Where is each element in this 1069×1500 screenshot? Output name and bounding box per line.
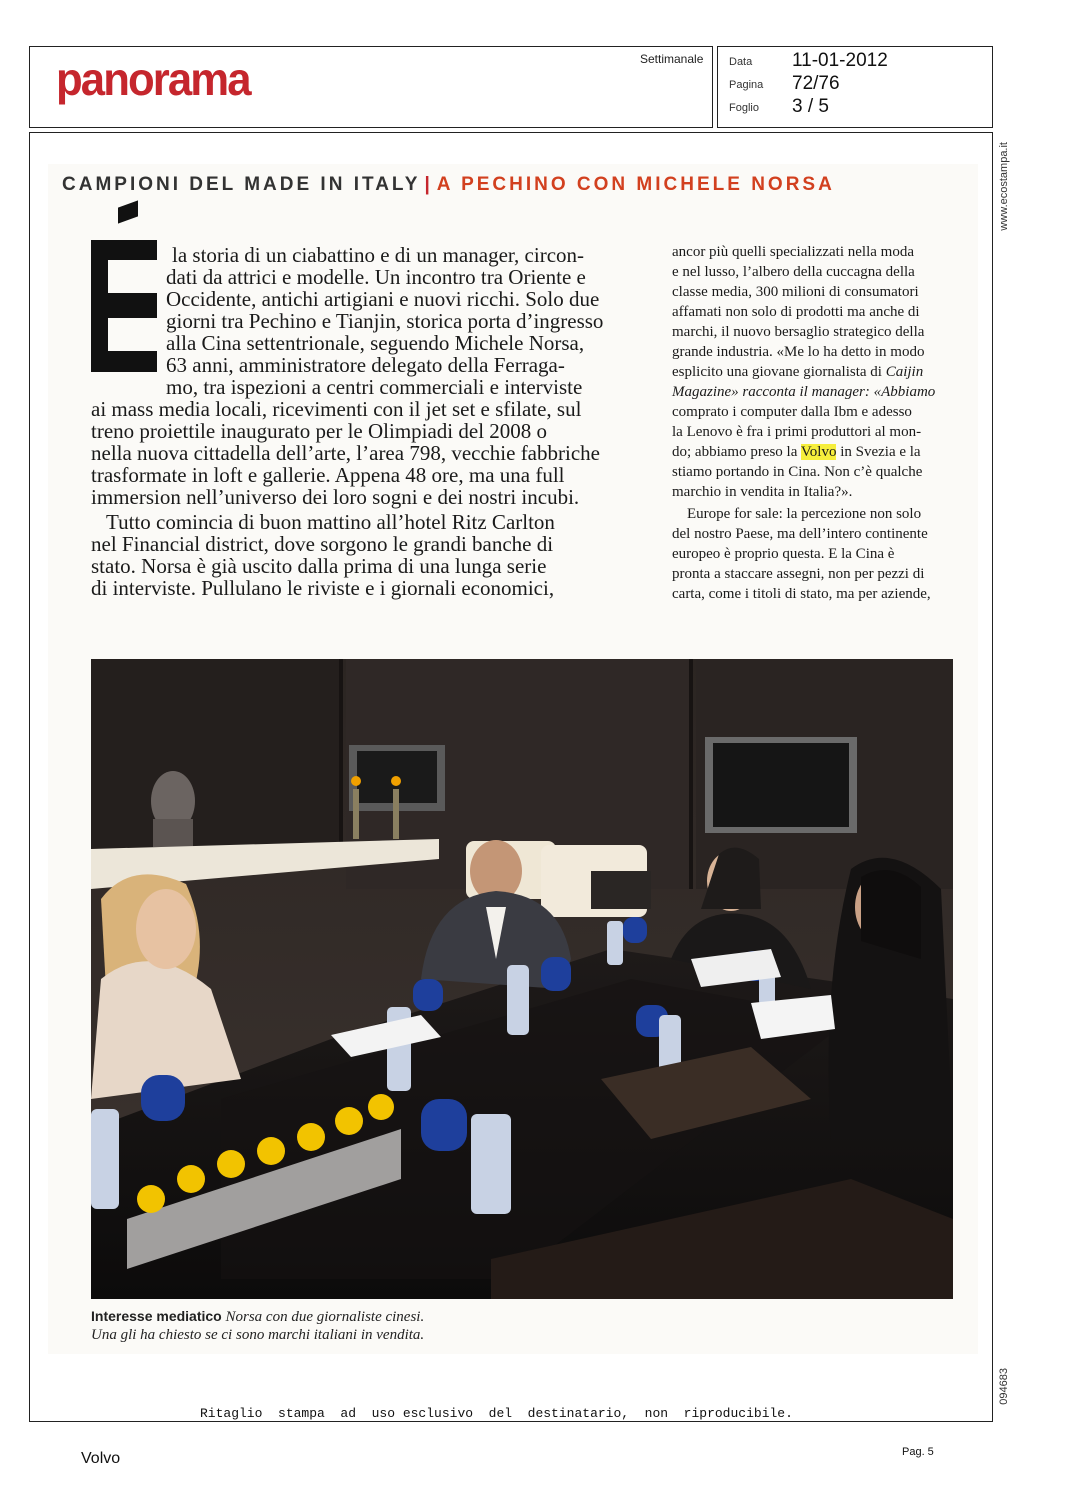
kicker-section: CAMPIONI DEL MADE IN ITALY: [62, 174, 421, 195]
body-line: marchi, il nuovo bersaglio strategico della: [672, 324, 925, 340]
body-line: giorni tra Pechino e Tianjin, storica porta d’ingresso: [166, 309, 604, 333]
photo-caption-line2: Una gli ha chiesto se ci sono marchi italiani in vendita.: [91, 1327, 425, 1343]
meeting-photo: [91, 659, 953, 1299]
body-line: nel Financial district, dove sorgono le grandi banche di: [91, 532, 554, 556]
meta-value-date: 11-01-2012: [792, 50, 888, 71]
body-line: dati da attrici e modelle. Un incontro tra Oriente e: [166, 265, 586, 289]
body-line: stiamo portando in Cina. Non c’è qualche: [672, 464, 923, 480]
body-text: in Svezia e la: [840, 444, 921, 460]
keyword-label: Volvo: [81, 1450, 121, 1467]
body-line: Tutto comincia di buon mattino all’hotel Ritz Carlton: [106, 510, 555, 534]
publication-logo: panorama: [56, 53, 250, 105]
periodicity-label: Settimanale: [640, 52, 704, 66]
body-line: europeo è proprio questa. E la Cina è: [672, 546, 895, 562]
side-code-label: 094683: [998, 1368, 1010, 1405]
kicker-separator: |: [424, 174, 433, 195]
body-line: [672, 445, 921, 460]
meta-label-sheet: Foglio: [729, 102, 759, 114]
body-line: mo, tra ispezioni a centri commerciali e interviste: [166, 375, 583, 399]
body-line: pronta a staccare assegni, non per pezzi di: [672, 566, 925, 582]
body-line: carta, come i titoli di stato, ma per aziende,: [672, 586, 931, 602]
body-line: stato. Norsa è già uscito dalla prima di una lunga serie: [91, 554, 547, 578]
body-line: nella nuova cittadella dell’arte, l’area 798, vecchie fabbriche: [91, 441, 600, 465]
drop-cap-letter: [91, 240, 157, 372]
body-line: comprato i computer dalla Ibm e adesso: [672, 404, 912, 420]
body-line: affamati non solo di prodotti ma anche di: [672, 304, 920, 320]
reproduction-notice: Ritaglio stampa ad uso esclusivo del destinatario, non riproducibile.: [200, 1406, 793, 1421]
body-line: ai mass media locali, ricevimenti con il jet set e sfilate, sul: [91, 397, 582, 421]
body-line: la Lenovo è fra i primi produttori al mon-: [672, 424, 922, 440]
keyword-highlight: Volvo: [800, 444, 837, 460]
article-kicker: [62, 174, 835, 196]
body-line: [672, 365, 923, 380]
body-line: alla Cina settentrionale, seguendo Michele Norsa,: [166, 331, 585, 355]
body-line: Occidente, antichi artigiani e nuovi ricchi. Solo due: [166, 287, 600, 311]
body-line: trasformate in loft e gallerie. Appena 48 ore, ma una full: [91, 463, 565, 487]
meta-label-date: Data: [729, 56, 753, 68]
body-line: di interviste. Pullulano le riviste e i giornali economici,: [91, 576, 555, 600]
meta-value-page: 72/76: [792, 73, 840, 94]
body-line: e nel lusso, l’albero della cuccagna della: [672, 264, 915, 280]
meta-value-sheet: 3 / 5: [792, 96, 829, 117]
body-line: marchio in vendita in Italia?».: [672, 484, 853, 500]
body-line: Europe for sale: la percezione non solo: [687, 506, 922, 522]
body-line: la storia di un ciabattino e di un manager, circon-: [172, 243, 585, 267]
magazine-name-cont: Magazine» racconta il manager: «Abbiamo: [672, 384, 936, 400]
body-line: treno proiettile inaugurato per le Olimpiadi del 2008 o: [91, 419, 548, 443]
body-text: do; abbiamo preso la: [672, 444, 798, 460]
magazine-name: Caijin: [885, 364, 924, 380]
body-text: esplicito una giovane giornalista di: [672, 364, 882, 380]
meta-label-page: Pagina: [729, 79, 764, 91]
side-url-label: www.ecostampa.it: [998, 142, 1010, 231]
body-line: del nostro Paese, ma dell’intero continente: [672, 526, 928, 542]
body-line: ancor più quelli specializzati nella moda: [672, 244, 914, 260]
page-number: Pag. 5: [902, 1446, 934, 1458]
caption-title: Interesse mediatico: [91, 1308, 222, 1324]
photo-caption-line1: [91, 1308, 424, 1326]
side-url-text: [998, 142, 1016, 252]
side-code-text: [998, 1368, 1016, 1408]
body-line: immersion nell’universo dei loro sogni e dei nostri incubi.: [91, 485, 580, 509]
body-line: [672, 385, 935, 400]
caption-text: Norsa con due giornaliste cinesi.: [225, 1309, 425, 1325]
body-line: classe media, 300 milioni di consumatori: [672, 284, 919, 300]
kicker-title: A PECHINO CON MICHELE NORSA: [436, 174, 835, 195]
body-line: grande industria. «Me lo ha detto in modo: [672, 344, 925, 360]
body-line: 63 anni, amministratore delegato della Ferraga-: [166, 353, 565, 377]
